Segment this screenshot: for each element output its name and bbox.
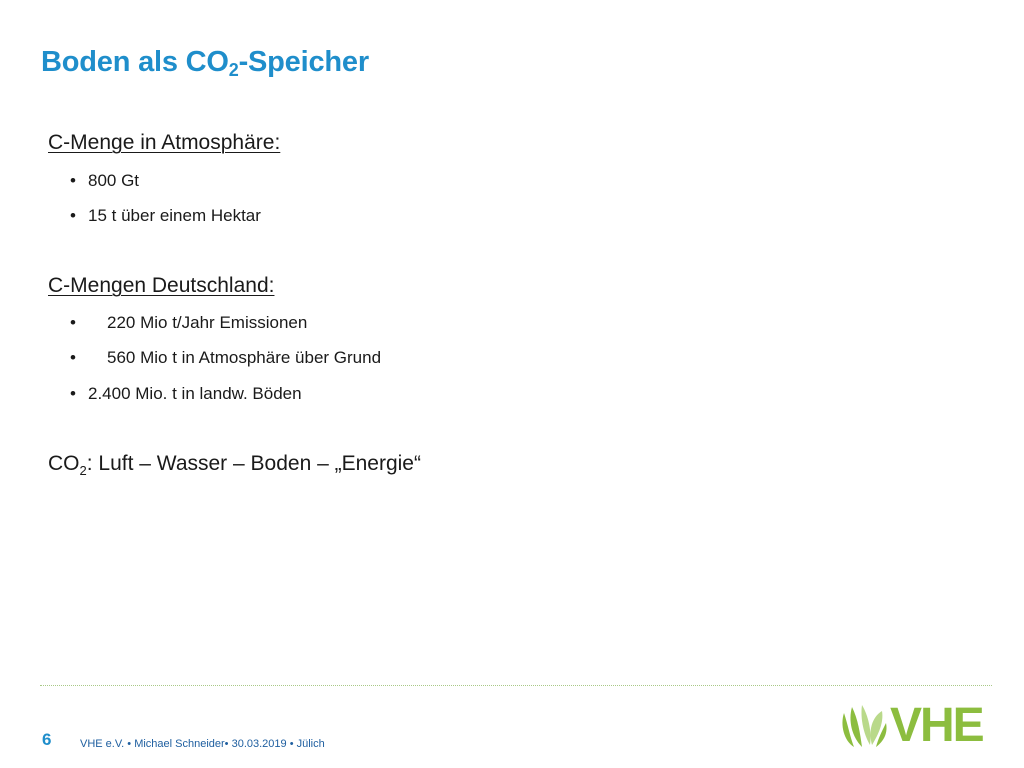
list-item (70, 313, 307, 333)
list-item (70, 384, 302, 404)
list-item (70, 348, 381, 368)
heading-germany: C-Mengen Deutschland: (48, 274, 275, 297)
footer-text: VHE e.V. • Michael Schneider• 30.03.2019 • Jülich (80, 738, 325, 750)
vhe-logo (838, 700, 988, 752)
bullet-text: 800 Gt (88, 171, 140, 190)
bullet-text: 15 t über einem Hektar (88, 206, 261, 225)
bullet-text: 220 Mio t/Jahr Emissionen (107, 313, 308, 332)
footer-divider (40, 685, 992, 686)
heading-co2: $CO_2$: Luft – Wasser – Boden – „Energie“ (48, 452, 421, 478)
list-item (70, 206, 261, 226)
bullet-dot: • (70, 313, 76, 332)
bullet-dot: • (70, 348, 76, 367)
bullet-text: 560 Mio t in Atmosphäre über Grund (107, 348, 382, 367)
bullet-dot: • (70, 206, 76, 225)
bullet-text: 2.400 Mio. t in landw. Böden (88, 384, 302, 403)
slide-title: Boden als $CO_2$-Speicher (41, 46, 369, 80)
bullet-dot: • (70, 171, 76, 190)
leaf-globe-icon (838, 701, 888, 751)
list-item (70, 171, 139, 191)
heading-atmosphere: C-Menge in Atmosphäre: (48, 131, 281, 154)
bullet-dot: • (70, 384, 76, 403)
logo-text: VHE (890, 699, 983, 752)
page-number: 6 (42, 730, 52, 749)
